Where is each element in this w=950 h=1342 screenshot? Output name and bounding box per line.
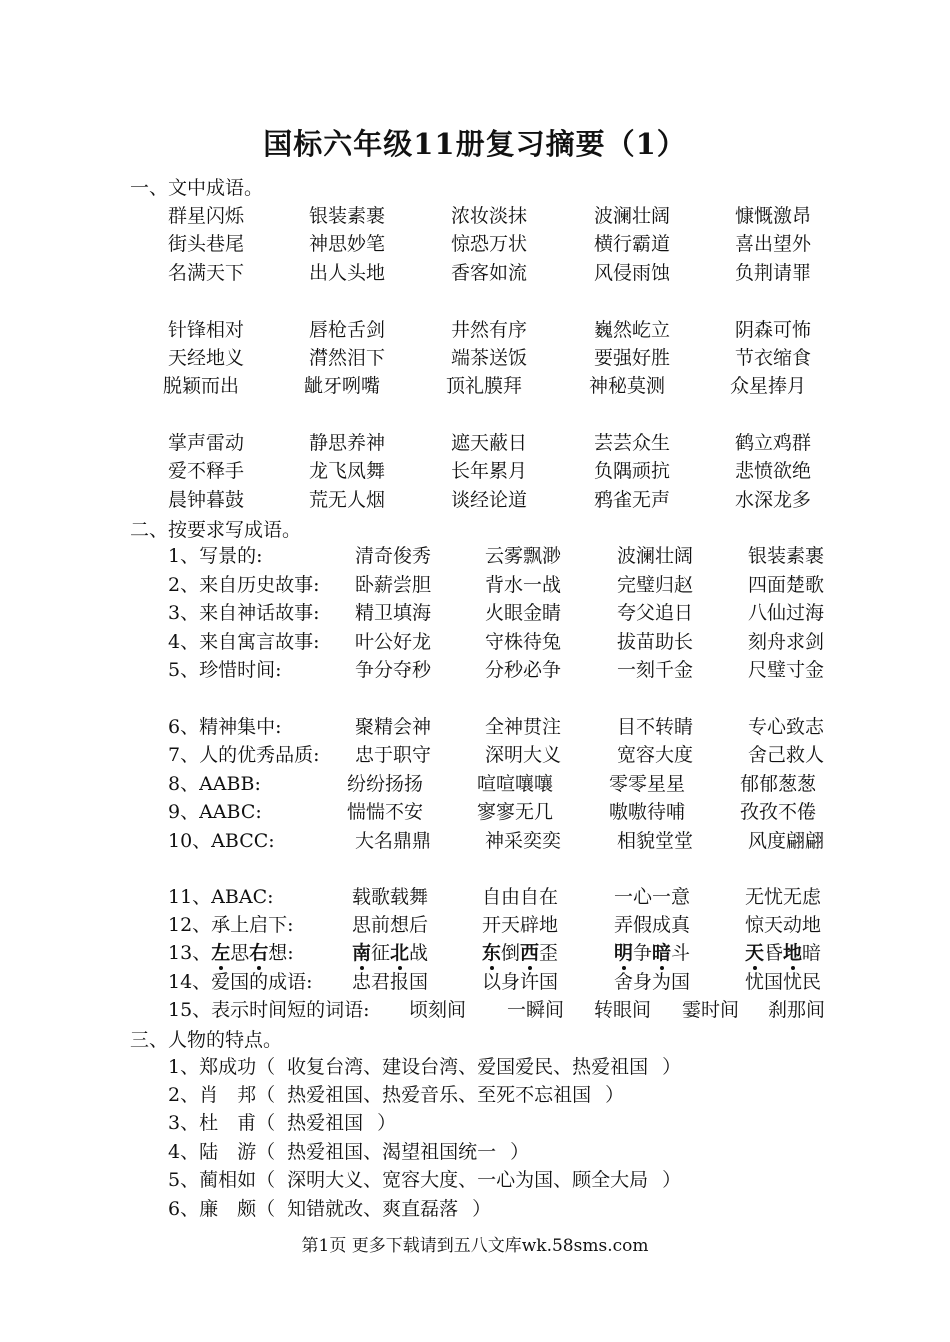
idiom: 香客如流 <box>451 262 528 284</box>
closing-paren: ） <box>472 1198 492 1220</box>
idiom: 叶公好龙 <box>355 631 432 653</box>
category-label: 6、精神集中: <box>168 716 282 738</box>
idiom: 长年累月 <box>451 460 528 482</box>
idiom: 神秘莫测 <box>589 375 666 397</box>
idiom: 聚精会神 <box>355 716 432 738</box>
idiom: 浓妆淡抹 <box>451 205 528 227</box>
category-label: 7、人的优秀品质: <box>168 744 320 766</box>
idiom: 载歌载舞 <box>352 886 429 908</box>
idiom: 相貌堂堂 <box>617 830 694 852</box>
idiom-row <box>0 343 950 371</box>
category-label: 15、表示时间短的词语: <box>168 999 370 1021</box>
idiom: 名满天下 <box>168 262 245 284</box>
idiom: 遮天蔽日 <box>451 432 528 454</box>
character-traits: 热爱祖国 <box>287 1112 364 1134</box>
idiom: 火眼金睛 <box>485 602 562 624</box>
idiom-char: 暗 <box>652 938 671 965</box>
idiom: 弄假成真 <box>614 914 691 936</box>
idiom: 大名鼎鼎 <box>355 830 432 852</box>
idiom: 掌声雷动 <box>168 432 245 454</box>
idiom <box>614 938 690 965</box>
page-title: 国标六年级11册复习摘要（1） <box>263 127 687 161</box>
idiom: 云雾飘渺 <box>485 545 562 567</box>
label-char: 、 <box>192 942 212 964</box>
idiom: 晨钟暮鼓 <box>168 489 245 511</box>
idiom-row <box>0 201 950 229</box>
character-row <box>168 1165 681 1192</box>
idiom: 波澜壮阔 <box>617 545 694 567</box>
idiom-char: 北 <box>390 938 409 965</box>
idiom: 潸然泪下 <box>309 347 386 369</box>
idiom: 宽容大度 <box>617 744 694 766</box>
idiom: 以身许国 <box>482 971 559 993</box>
idiom: 水深龙多 <box>735 489 812 511</box>
idiom: 拔苗助长 <box>617 631 694 653</box>
idiom-category-row <box>0 598 950 626</box>
idiom: 芸芸众生 <box>594 432 671 454</box>
character-name: 4、陆 游（ <box>168 1141 276 1163</box>
category-label: 14、爱国的成语: <box>168 971 313 993</box>
character-name: 3、杜 甫（ <box>168 1112 276 1134</box>
idiom: 悲愤欲绝 <box>735 460 812 482</box>
character-row <box>168 1194 491 1221</box>
section-heading-characters: 三、人物的特点。 <box>130 1029 283 1051</box>
label-char: 右 <box>249 938 268 965</box>
idiom: 争分夺秒 <box>355 659 432 681</box>
character-name: 5、蔺相如（ <box>168 1169 276 1191</box>
idiom-category-row <box>0 938 950 966</box>
idiom: 神采奕奕 <box>485 830 562 852</box>
label-char: 想 <box>268 942 288 964</box>
idiom-category-row <box>0 797 950 825</box>
short-time-word: 一瞬间 <box>507 999 565 1021</box>
section-heading-write-idioms: 二、按要求写成语。 <box>130 519 302 541</box>
idiom-category-row <box>0 712 950 740</box>
idiom: 天经地义 <box>168 347 245 369</box>
idiom-category-row <box>0 769 950 797</box>
idiom: 爱不释手 <box>168 460 245 482</box>
idiom: 深明大义 <box>485 744 562 766</box>
idiom: 波澜壮阔 <box>594 205 671 227</box>
idiom: 精卫填海 <box>355 602 432 624</box>
category-label: 12、承上启下: <box>168 914 294 936</box>
idiom: 舍己救人 <box>748 744 825 766</box>
idiom: 静思养神 <box>309 432 386 454</box>
idiom-char: 暗 <box>802 942 822 964</box>
idiom-category-row <box>0 967 950 995</box>
idiom: 鹤立鸡群 <box>735 432 812 454</box>
idiom: 分秒必争 <box>485 659 562 681</box>
idiom: 出人头地 <box>309 262 386 284</box>
idiom-row <box>0 258 950 286</box>
idiom: 顶礼膜拜 <box>446 375 523 397</box>
idiom-char: 征 <box>371 942 391 964</box>
character-name: 2、肖 邦（ <box>168 1084 276 1106</box>
idiom: 八仙过海 <box>748 602 825 624</box>
character-traits: 收复台湾、建设台湾、爱国爱民、热爱祖国 <box>287 1056 649 1078</box>
idiom: 惊恐万状 <box>451 233 528 255</box>
idiom-char: 争 <box>633 942 653 964</box>
short-time-word: 霎时间 <box>682 999 740 1021</box>
page-footer: 第1页 更多下载请到五八文库wk.58sms.com <box>301 1236 649 1256</box>
idiom-category-row <box>0 882 950 910</box>
short-time-word: 顷刻间 <box>409 999 467 1021</box>
category-label: 11、ABAC: <box>168 886 274 908</box>
idiom-char: 天 <box>745 938 764 965</box>
idiom-category-row <box>0 655 950 683</box>
idiom: 郁郁葱葱 <box>740 773 817 795</box>
idiom-row <box>0 315 950 343</box>
idiom: 神思妙笔 <box>309 233 386 255</box>
closing-paren: ） <box>510 1141 530 1163</box>
label-char: 3 <box>180 942 193 964</box>
idiom-char: 西 <box>520 938 539 965</box>
character-row <box>168 1137 529 1164</box>
character-traits: 热爱祖国、热爱音乐、至死不忘祖国 <box>287 1084 592 1106</box>
idiom: 无忧无虑 <box>745 886 822 908</box>
label-char: : <box>287 942 294 964</box>
idiom-char: 地 <box>783 938 802 965</box>
idiom: 完璧归赵 <box>617 574 694 596</box>
idiom: 节衣缩食 <box>735 347 812 369</box>
character-name: 6、廉 颇（ <box>168 1198 276 1220</box>
idiom: 众星捧月 <box>730 375 807 397</box>
idiom: 背水一战 <box>485 574 562 596</box>
closing-paren: ） <box>662 1056 682 1078</box>
idiom: 寥寥无几 <box>477 801 554 823</box>
idiom-category-row <box>0 627 950 655</box>
idiom-char: 战 <box>409 942 429 964</box>
idiom: 慷慨激昂 <box>735 205 812 227</box>
category-label: 9、AABC: <box>168 801 262 823</box>
category-label: 4、来自寓言故事: <box>168 631 320 653</box>
idiom <box>352 938 428 965</box>
idiom-char: 东 <box>482 938 501 965</box>
label-char: 1 <box>168 942 181 964</box>
idiom <box>745 938 821 965</box>
idiom: 井然有序 <box>451 319 528 341</box>
idiom: 群星闪烁 <box>168 205 245 227</box>
idiom: 风度翩翩 <box>748 830 825 852</box>
idiom: 负隅顽抗 <box>594 460 671 482</box>
character-row <box>168 1108 396 1135</box>
short-time-word: 刹那间 <box>768 999 826 1021</box>
idiom: 夸父追日 <box>617 602 694 624</box>
idiom-category-row <box>0 541 950 569</box>
idiom: 舍身为国 <box>614 971 691 993</box>
idiom-row <box>0 485 950 513</box>
character-traits: 热爱祖国、渴望祖国统一 <box>287 1141 497 1163</box>
idiom: 喧喧嚷嚷 <box>477 773 554 795</box>
category-label: 1、写景的: <box>168 545 263 567</box>
idiom: 巍然屹立 <box>594 319 671 341</box>
idiom: 嗷嗷待哺 <box>609 801 686 823</box>
idiom: 银装素裹 <box>748 545 825 567</box>
idiom-char: 昏 <box>764 942 784 964</box>
character-row <box>168 1052 681 1079</box>
idiom-char: 歪 <box>539 942 559 964</box>
closing-paren: ） <box>377 1112 397 1134</box>
idiom-row <box>0 229 950 257</box>
short-time-word: 转眼间 <box>594 999 652 1021</box>
idiom: 纷纷扬扬 <box>347 773 424 795</box>
section-heading-idioms-in-text: 一、文中成语。 <box>130 177 264 199</box>
idiom: 清奇俊秀 <box>355 545 432 567</box>
idiom-row <box>0 371 950 399</box>
idiom-category-row <box>0 570 950 598</box>
idiom: 开天辟地 <box>482 914 559 936</box>
category-label <box>168 938 294 965</box>
idiom: 鸦雀无声 <box>594 489 671 511</box>
idiom: 守株待兔 <box>485 631 562 653</box>
idiom: 一刻千金 <box>617 659 694 681</box>
idiom: 横行霸道 <box>594 233 671 255</box>
idiom: 目不转睛 <box>617 716 694 738</box>
idiom: 自由自在 <box>482 886 559 908</box>
character-name: 1、郑成功（ <box>168 1056 276 1078</box>
idiom: 喜出望外 <box>735 233 812 255</box>
idiom-category-row <box>0 910 950 938</box>
idiom: 惊天动地 <box>745 914 822 936</box>
idiom-category-row <box>0 826 950 854</box>
idiom-row <box>0 456 950 484</box>
label-char: 思 <box>230 942 250 964</box>
idiom: 荒无人烟 <box>309 489 386 511</box>
idiom: 针锋相对 <box>168 319 245 341</box>
idiom: 要强好胜 <box>594 347 671 369</box>
idiom: 唇枪舌剑 <box>309 319 386 341</box>
closing-paren: ） <box>605 1084 625 1106</box>
category-label: 5、珍惜时间: <box>168 659 282 681</box>
idiom: 龙飞凤舞 <box>309 460 386 482</box>
idiom: 卧薪尝胆 <box>355 574 432 596</box>
idiom: 四面楚歌 <box>748 574 825 596</box>
character-traits: 深明大义、宽容大度、一心为国、顾全大局 <box>287 1169 649 1191</box>
idiom: 龇牙咧嘴 <box>304 375 381 397</box>
idiom-char: 斗 <box>671 942 691 964</box>
label-char: 左 <box>211 938 230 965</box>
idiom-category-row <box>0 995 950 1023</box>
idiom: 专心致志 <box>748 716 825 738</box>
closing-paren: ） <box>662 1169 682 1191</box>
idiom: 全神贯注 <box>485 716 562 738</box>
idiom: 一心一意 <box>614 886 691 908</box>
idiom-char: 明 <box>614 938 633 965</box>
idiom: 忧国忧民 <box>745 971 822 993</box>
idiom: 尺璧寸金 <box>748 659 825 681</box>
character-row <box>168 1080 624 1107</box>
idiom: 银装素裹 <box>309 205 386 227</box>
idiom <box>482 938 558 965</box>
idiom: 刻舟求剑 <box>748 631 825 653</box>
character-traits: 知错就改、爽直磊落 <box>287 1198 459 1220</box>
category-label: 3、来自神话故事: <box>168 602 320 624</box>
idiom: 忠于职守 <box>355 744 432 766</box>
idiom: 思前想后 <box>352 914 429 936</box>
idiom-char: 南 <box>352 938 371 965</box>
idiom: 谈经论道 <box>451 489 528 511</box>
idiom: 脱颖而出 <box>163 375 240 397</box>
idiom: 忠君报国 <box>352 971 429 993</box>
idiom: 负荆请罪 <box>735 262 812 284</box>
category-label: 8、AABB: <box>168 773 261 795</box>
idiom: 街头巷尾 <box>168 233 245 255</box>
idiom-row <box>0 428 950 456</box>
idiom: 风侵雨蚀 <box>594 262 671 284</box>
category-label: 2、来自历史故事: <box>168 574 320 596</box>
idiom: 端茶送饭 <box>451 347 528 369</box>
idiom: 惴惴不安 <box>347 801 424 823</box>
category-label: 10、ABCC: <box>168 830 275 852</box>
idiom-char: 倒 <box>501 942 521 964</box>
idiom: 阴森可怖 <box>735 319 812 341</box>
idiom: 孜孜不倦 <box>740 801 817 823</box>
idiom-category-row <box>0 740 950 768</box>
idiom: 零零星星 <box>609 773 686 795</box>
